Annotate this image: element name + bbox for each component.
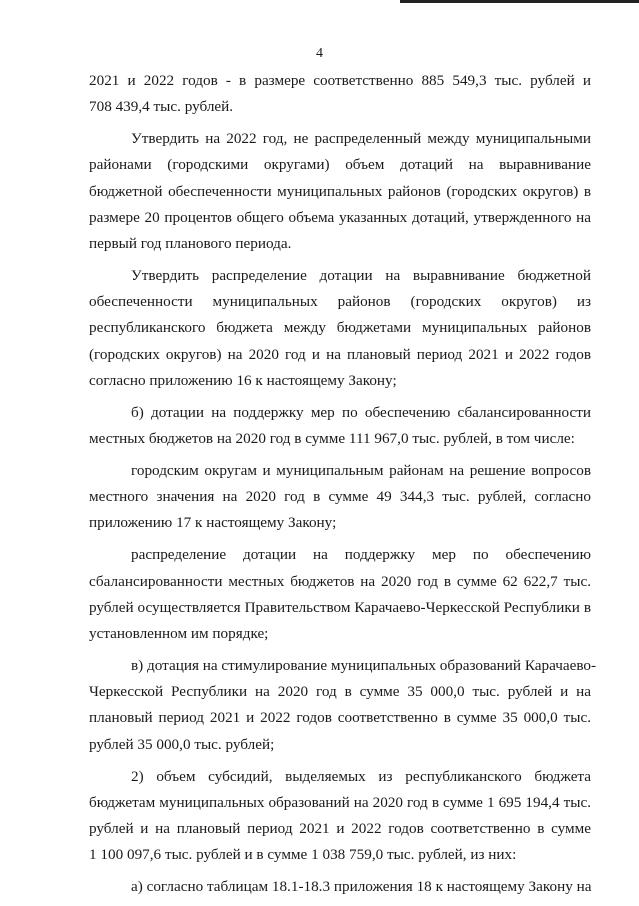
text-line: обеспеченности муниципальных районов (городских округов) из	[89, 293, 591, 311]
text-line: 2) объем субсидий, выделяемых из республиканского бюджета	[131, 767, 591, 785]
text-line: рублей осуществляется Правительством Карачаево-Черкесской Республики в	[89, 598, 591, 616]
text-line: б) дотации на поддержку мер по обеспечению сбалансированности	[131, 403, 591, 421]
text-line: сбалансированности местных бюджетов на 2020 год в сумме 62 622,7 тыс.	[89, 572, 591, 590]
text-line: местных бюджетов на 2020 год в сумме 111 967,0 тыс. рублей, в том числе:	[89, 430, 575, 448]
paragraph	[89, 68, 591, 120]
text-line: районами (городскими округами) объем дотаций на выравнивание	[89, 156, 591, 174]
text-line: городским округам и муниципальным районам на решение вопросов	[131, 462, 591, 480]
paragraph	[89, 542, 591, 647]
text-line: бюджетной обеспеченности муниципальных районов (городских округов) в	[89, 182, 591, 200]
page-number: 4	[316, 46, 323, 61]
text-line: а) согласно таблицам 18.1-18.3 приложения 18 к настоящему Закону на	[131, 878, 592, 896]
text-line: 2021 и 2022 годов - в размере соответственно 885 549,3 тыс. рублей и	[89, 72, 591, 89]
text-line: местного значения на 2020 год в сумме 49 344,3 тыс. рублей, согласно	[89, 488, 591, 506]
paragraph	[89, 874, 591, 900]
text-line: рублей 35 000,0 тыс. рублей;	[89, 735, 275, 753]
paragraph	[89, 653, 597, 758]
text-line: бюджетам муниципальных образований на 2020 год в сумме 1 695 194,4 тыс.	[89, 793, 591, 811]
text-line: первый год планового периода.	[89, 235, 292, 253]
text-line: размере 20 процентов общего объема указанных дотаций, утвержденного на	[89, 208, 591, 226]
document-body	[89, 68, 597, 906]
text-line: установленном им порядке;	[89, 625, 269, 643]
paragraph	[89, 126, 591, 257]
text-line: рублей и на плановый период 2021 и 2022 годов соответственно в сумме	[89, 820, 591, 838]
text-line: Утвердить распределение дотации на выравнивание бюджетной	[131, 267, 591, 285]
text-line: 1 100 097,6 тыс. рублей и в сумме 1 038 759,0 тыс. рублей, из них:	[89, 846, 517, 864]
text-line: распределение дотации на поддержку мер по обеспечению	[131, 546, 591, 564]
text-line: Черкесской Республики на 2020 год в сумме 35 000,0 тыс. рублей и на	[89, 683, 591, 701]
text-line: 708 439,4 тыс. рублей.	[89, 98, 234, 116]
text-line: плановый период 2021 и 2022 годов соответственно в сумме 35 000,0 тыс.	[89, 709, 591, 727]
scan-edge-mark	[400, 0, 639, 3]
text-line: в) дотация на стимулирование муниципальных образований Карачаево-	[131, 657, 597, 675]
text-line: согласно приложению 16 к настоящему Закону;	[89, 371, 397, 389]
paragraph	[89, 263, 591, 394]
text-line: республиканского бюджета между бюджетами муниципальных районов	[89, 319, 591, 337]
paragraph	[89, 400, 591, 452]
text-line: Утвердить на 2022 год, не распределенный между муниципальными	[131, 130, 591, 148]
paragraph	[89, 764, 591, 869]
paragraph	[89, 458, 591, 537]
text-line: (городских округов) на 2020 год и на плановый период 2021 и 2022 годов	[89, 345, 591, 363]
text-line: приложению 17 к настоящему Закону;	[89, 514, 337, 532]
